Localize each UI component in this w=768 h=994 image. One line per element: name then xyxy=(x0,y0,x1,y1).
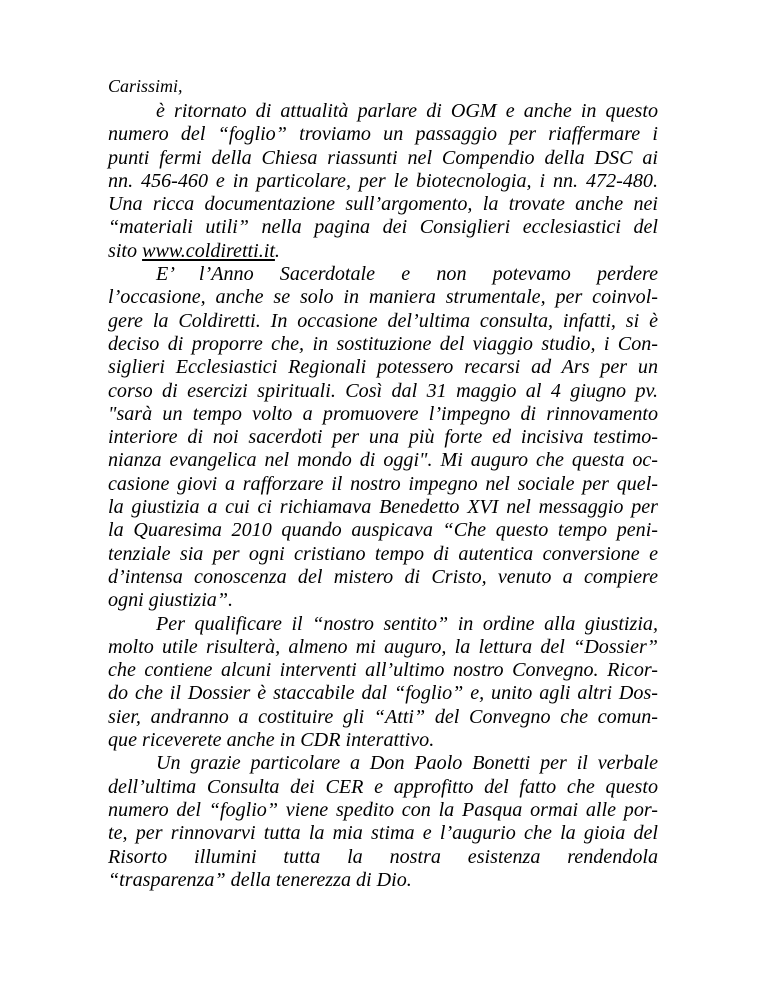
paragraph-2-line: corso di esercizi spirituali. Così dal 31 maggio al 4 giugno pv. xyxy=(108,379,658,402)
paragraph-2-line: d’intensa conoscenza del mistero di Cristo, venuto a compiere xyxy=(108,565,658,588)
salutation: Carissimi, xyxy=(108,76,183,96)
paragraph-1-line xyxy=(108,240,658,263)
paragraph-2-line: la Quaresima 2010 quando auspicava “Che questo tempo peni- xyxy=(108,519,658,542)
paragraph-2-line: tenziale sia per ogni cristiano tempo di autentica conversione e xyxy=(108,542,658,565)
paragraph-4-line: dell’ultima Consulta dei CER e approfitto del fatto che questo xyxy=(108,775,658,798)
paragraph-1-line: numero del “foglio” troviamo un passaggio per riaffermare i xyxy=(108,123,658,146)
paragraph-2-line: deciso di proporre che, in sostituzione del viaggio studio, i Con- xyxy=(108,332,658,355)
paragraph-2 xyxy=(108,263,658,612)
paragraph-3-line: che contiene alcuni interventi all’ultimo nostro Convegno. Ricor- xyxy=(108,659,658,682)
paragraph-2-line: siglieri Ecclesiastici Regionali potessero recarsi ad Ars per un xyxy=(108,356,658,379)
paragraph-3 xyxy=(108,613,658,753)
paragraph-4-line: Un grazie particolare a Don Paolo Bonetti per il verbale xyxy=(156,752,658,775)
paragraph-1-line: Una ricca documentazione sull’argomento, la trovate anche nei xyxy=(108,193,658,216)
paragraph-2-line: gere la Coldiretti. In occasione del’ultima consulta, infatti, si è xyxy=(108,309,658,332)
paragraph-1 xyxy=(108,100,658,263)
paragraph-3-line: Per qualificare il “nostro sentito” in ordine alla giustizia, xyxy=(156,612,658,635)
paragraph-4-line: te, per rinnovarvi tutta la mia stima e l’augurio che la gioia del xyxy=(108,822,658,845)
paragraph-4-line: “trasparenza” della tenerezza di Dio. xyxy=(108,868,412,891)
paragraph-3-line: que riceverete anche in CDR interattivo. xyxy=(108,729,435,752)
paragraph-2-line: interiore di noi sacerdoti per una più forte ed incisiva testimo- xyxy=(108,426,658,449)
paragraph-2-line: casione giovi a rafforzare il nostro impegno nel sociale per quel- xyxy=(108,472,658,495)
sito-label: sito xyxy=(108,239,143,262)
paragraph-1-line: nn. 456-460 e in particolare, per le biotecnologia, i nn. 472-480. xyxy=(108,169,658,192)
paragraph-2-line: la giustizia a cui ci richiamava Benedetto XVI nel messaggio per xyxy=(108,496,658,519)
paragraph-3-line: do che il Dossier è staccabile dal “foglio” e, unito agli altri Dos- xyxy=(108,682,658,705)
paragraph-4 xyxy=(108,752,658,892)
paragraph-2-line: l’occasione, anche se solo in maniera strumentale, per coinvol- xyxy=(108,286,658,309)
paragraph-1-line: punti fermi della Chiesa riassunti nel Compendio della DSC ai xyxy=(108,146,658,169)
paragraph-4-line: numero del “foglio” viene spedito con la Pasqua ormai alle por- xyxy=(108,798,658,821)
paragraph-2-line: nianza evangelica nel mondo di oggi". Mi auguro che questa oc- xyxy=(108,449,658,472)
paragraph-2-line: "sarà un tempo volto a promuovere l’impegno di rinnovamento xyxy=(108,402,658,425)
paragraph-4-line: Risorto illumini tutta la nostra esistenza rendendola xyxy=(108,845,658,868)
paragraph-3-line: sier, andranno a costituire gli “Atti” del Convegno che comun- xyxy=(108,705,658,728)
paragraph-1-line: è ritornato di attualità parlare di OGM e anche in questo xyxy=(156,100,658,122)
period: . xyxy=(274,239,280,262)
paragraph-2-line: ogni giustizia”. xyxy=(108,589,234,612)
paragraph-2-line: E’ l’Anno Sacerdotale e non potevamo perdere xyxy=(156,263,658,286)
paragraph-1-line: “materiali utili” nella pagina dei Consiglieri ecclesiastici del xyxy=(108,216,658,239)
letter-body xyxy=(108,72,658,892)
coldiretti-link[interactable]: www.coldiretti.it xyxy=(142,239,275,262)
paragraph-3-line: molto utile risulterà, almeno mi auguro, la lettura del “Dossier” xyxy=(108,635,658,658)
